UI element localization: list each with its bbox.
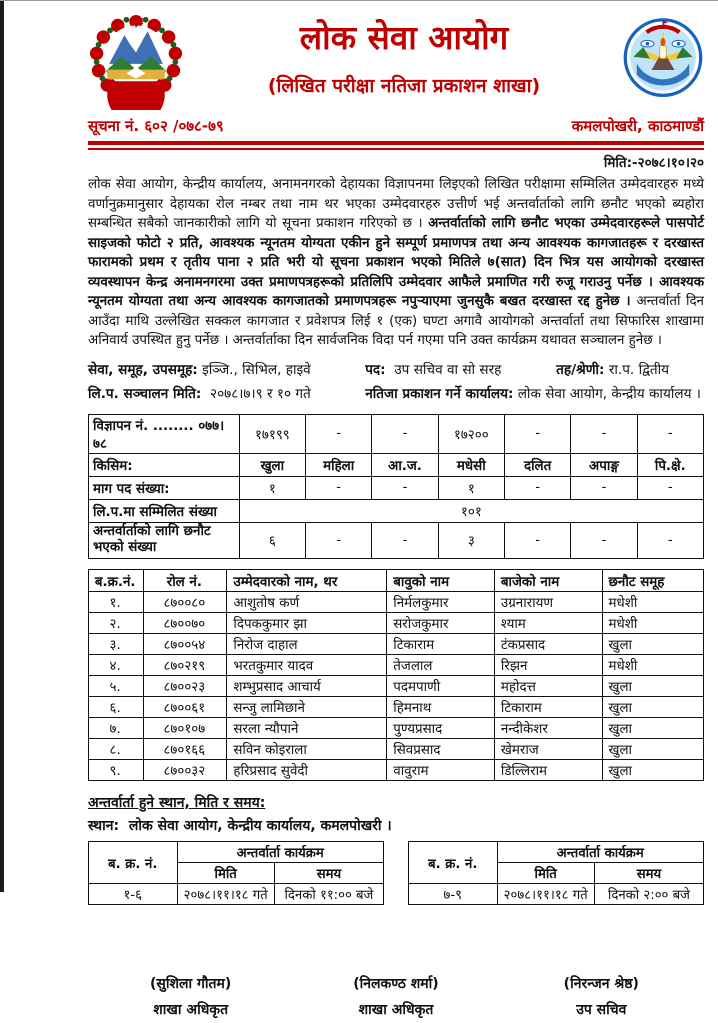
signatory-name: (निरन्जन श्रेष्ठ) bbox=[563, 976, 639, 992]
category-cell: खुला bbox=[239, 453, 305, 476]
sn-cell: ६. bbox=[89, 697, 144, 718]
group-cell: खुला bbox=[602, 760, 704, 781]
selected-cell: - bbox=[306, 522, 372, 559]
father-cell: सरोजकुमार bbox=[387, 613, 495, 634]
demand-cell: - bbox=[306, 476, 372, 499]
result-office-value: लोक सेवा आयोग, केन्द्रीय कार्यालय । bbox=[517, 385, 701, 402]
candidate-row bbox=[89, 697, 704, 718]
demand-label: माग पद संख्या: bbox=[89, 476, 240, 499]
psc-seal-icon bbox=[616, 10, 704, 102]
grandfather-cell: महोदत्त bbox=[494, 676, 602, 697]
candidate-row bbox=[89, 676, 704, 697]
father-cell: हिमनाथ bbox=[387, 697, 495, 718]
sn-cell: ८. bbox=[89, 739, 144, 760]
roll-cell: ८७००२३ bbox=[144, 676, 227, 697]
sn-cell: १. bbox=[89, 592, 144, 613]
demand-cell: - bbox=[571, 476, 637, 499]
signatory-name: (सुशिला गौतम) bbox=[150, 976, 232, 992]
schedule-date: २०७८।११।१८ गते bbox=[177, 884, 274, 905]
advert-row bbox=[89, 414, 704, 453]
signatory-3 bbox=[499, 971, 704, 1023]
candidate-row bbox=[89, 592, 704, 613]
grandfather-cell: रिझन bbox=[494, 655, 602, 676]
group-header: छनौट समूह bbox=[602, 570, 704, 592]
grandfather-cell: उग्रनारायण bbox=[494, 592, 602, 613]
schedule-time: दिनको २:०० बजे bbox=[594, 884, 703, 905]
notice-date: मिति:-२०७८।१०।२० bbox=[603, 155, 704, 171]
post-label: पद: bbox=[365, 361, 386, 378]
grandfather-cell: टिकाराम bbox=[494, 697, 602, 718]
schedule-sn-header: ब. क्र. नं. bbox=[409, 842, 498, 884]
name-cell: दिपककुमार झा bbox=[227, 613, 387, 634]
category-cell: दलित bbox=[504, 453, 570, 476]
roll-cell: ८७०२१९ bbox=[144, 655, 227, 676]
interview-schedule-tables bbox=[88, 841, 704, 905]
service-pair bbox=[88, 359, 365, 378]
office-pair bbox=[365, 383, 704, 402]
demand-cell: - bbox=[637, 476, 703, 499]
name-cell: आशुतोष कर्ण bbox=[227, 592, 387, 613]
candidate-row bbox=[89, 739, 704, 760]
signature-block bbox=[88, 971, 704, 1023]
advert-cell: - bbox=[306, 414, 372, 453]
schedule-sn: १-६ bbox=[89, 884, 178, 905]
father-cell: निर्मलकुमार bbox=[387, 592, 495, 613]
schedule-time-header: समय bbox=[594, 863, 703, 884]
group-cell: खुला bbox=[602, 718, 704, 739]
grandfather-cell: नन्दीकेशर bbox=[494, 718, 602, 739]
signatory-title: शाखा अधिकृत bbox=[358, 1002, 434, 1018]
sn-cell: ३. bbox=[89, 634, 144, 655]
exam-date-label: लि.प. सञ्चालन मिति: bbox=[88, 385, 202, 402]
candidate-row bbox=[89, 718, 704, 739]
page-title: लोक सेवा आयोग bbox=[299, 18, 509, 57]
service-label: सेवा, समूह, उपसमूह: bbox=[88, 361, 198, 378]
schedule-sn-header: ब. क्र. नं. bbox=[89, 842, 178, 884]
document-header bbox=[88, 10, 704, 114]
name-cell: सविन कोइराला bbox=[227, 739, 387, 760]
father-header: बावुको नाम bbox=[387, 570, 495, 592]
level-label: तह/श्रेणी: bbox=[556, 361, 605, 378]
father-cell: पुण्यप्रसाद bbox=[387, 718, 495, 739]
body-intro: लोक सेवा आयोग, केन्द्रीय कार्यालय, अनामनगरको देहायका विज्ञापनमा लिइएको लिखित परीक्षामा सम्मिलित उम्मेदवारहरु मध्ये वर्णानुक्रमानुसार देहायका रोल नम्बर तथा नाम थर भएका उम्मेदवारहरु उत्तीर्ण भई अन्तर्वार्ताको लागि छनौट भएको ब्यहोरा सम्बन्धित सबैको जानकारीको लागि यो सूचना प्रकाशन गरिएको छ । bbox=[88, 177, 704, 231]
level-value: रा.प. द्वितीय bbox=[608, 361, 670, 378]
sn-cell: ७. bbox=[89, 718, 144, 739]
interview-schedule-table-1 bbox=[88, 841, 384, 905]
appeared-label: लि.प.मा सम्मिलित संख्या bbox=[89, 499, 240, 522]
roll-cell: ८७००६१ bbox=[144, 697, 227, 718]
advert-cell: - bbox=[571, 414, 637, 453]
interview-schedule-table-2 bbox=[408, 841, 704, 905]
name-cell: सन्जु लामिछाने bbox=[227, 697, 387, 718]
scan-edge-top bbox=[0, 0, 718, 1]
schedule-row bbox=[409, 884, 704, 905]
selected-cell: - bbox=[372, 522, 438, 559]
exam-date-row bbox=[88, 383, 704, 402]
signatory-name: (निलकण्ठ शर्मा) bbox=[353, 976, 439, 992]
schedule-sn: ७-९ bbox=[409, 884, 498, 905]
group-cell: मधेशी bbox=[602, 613, 704, 634]
advert-label: विज्ञापन नं. ........ ०७७।७८ bbox=[89, 414, 240, 453]
father-cell: सिवप्रसाद bbox=[387, 739, 495, 760]
interview-venue bbox=[88, 816, 704, 835]
demand-cell: - bbox=[372, 476, 438, 499]
venue-label: स्थान: bbox=[88, 818, 120, 834]
roll-cell: ८७०१०७ bbox=[144, 718, 227, 739]
signatory-2 bbox=[293, 971, 498, 1023]
demand-cell: १ bbox=[239, 476, 305, 499]
advert-cell: - bbox=[637, 414, 703, 453]
body-instructions: अन्तर्वार्ताको लागि छनौट भएका उम्मेदवारहरूले पासपोर्ट साइजको फोटो २ प्रति, आवश्यक न्यूनतम योग्यता एकीन हुने सम्पूर्ण प्रमाणपत्र तथा अन्य आवश्यक कागजातहरू र दरखास्त फारामको प्रथम र तृतीय पाना २ प्रति भरी यो सूचना प्रकाशन भएको मितिले ७(सात) दिन भित्र यस आयोगको दरखास्त व्यवस्थापन केन्द्र अनामनगरमा उक्त प्रमाणपत्रहरूको प्रतिलिपि उम्मेदवार आफैले प्रमाणित गरी रुजू गराउनु पर्नेछ । आवश्यक न्यूनतम योग्यता तथा अन्य आवश्यक कागजातको प्रमाणपत्रहरू नपुऱ्याएमा जुनसुकै बखत दरखास्त रद्द हुनेछ । bbox=[88, 216, 704, 309]
roll-cell: ८७००८० bbox=[144, 592, 227, 613]
candidates-header-row bbox=[89, 570, 704, 592]
group-cell: खुला bbox=[602, 739, 704, 760]
demand-cell: - bbox=[504, 476, 570, 499]
advert-cell: - bbox=[504, 414, 570, 453]
schedule-date-header: मिति bbox=[497, 863, 594, 884]
selected-cell: ६ bbox=[239, 522, 305, 559]
candidate-row bbox=[89, 760, 704, 781]
schedule-time-header: समय bbox=[274, 863, 383, 884]
group-cell: खुला bbox=[602, 676, 704, 697]
candidate-row bbox=[89, 655, 704, 676]
roll-cell: ८७००३२ bbox=[144, 760, 227, 781]
selected-cell: - bbox=[571, 522, 637, 559]
father-cell: पदमपाणी bbox=[387, 676, 495, 697]
selected-label: अन्तर्वार्ताको लागि छनौट भएको संख्या bbox=[89, 522, 240, 559]
schedule-header-row bbox=[89, 842, 384, 863]
schedule-date: २०७८।११।१८ गते bbox=[497, 884, 594, 905]
page-subtitle: (लिखित परीक्षा नतिजा प्रकाशन शाखा) bbox=[267, 74, 541, 97]
name-cell: भरतकुमार यादव bbox=[227, 655, 387, 676]
notice-body bbox=[88, 175, 704, 351]
father-cell: वावुराम bbox=[387, 760, 495, 781]
selected-cell: ३ bbox=[438, 522, 504, 559]
group-cell: खुला bbox=[602, 634, 704, 655]
roll-header: रोल नं. bbox=[144, 570, 227, 592]
grandfather-cell: श्याम bbox=[494, 613, 602, 634]
category-cell: मधेसी bbox=[438, 453, 504, 476]
roll-cell: ८७०१६६ bbox=[144, 739, 227, 760]
advert-cell: १७२०० bbox=[438, 414, 504, 453]
sn-cell: ४. bbox=[89, 655, 144, 676]
name-cell: शम्भुप्रसाद आचार्य bbox=[227, 676, 387, 697]
roll-cell: ८७००५४ bbox=[144, 634, 227, 655]
grandfather-cell: डिल्लिराम bbox=[494, 760, 602, 781]
category-cell: आ.ज. bbox=[372, 453, 438, 476]
post-pair bbox=[365, 359, 556, 378]
father-cell: तेजलाल bbox=[387, 655, 495, 676]
name-header: उम्मेदवारको नाम, थर bbox=[227, 570, 387, 592]
selected-row bbox=[89, 522, 704, 559]
father-cell: टिकाराम bbox=[387, 634, 495, 655]
office-location: कमलपोखरी, काठमाण्डौं bbox=[571, 117, 704, 135]
appeared-count: १०१ bbox=[239, 499, 703, 522]
advert-cell: १७१९९ bbox=[239, 414, 305, 453]
signatory-title: शाखा अधिकृत bbox=[153, 1002, 229, 1018]
group-cell: खुला bbox=[602, 697, 704, 718]
schedule-time: दिनको ११:०० बजे bbox=[274, 884, 383, 905]
category-cell: अपाङ्ग bbox=[571, 453, 637, 476]
interview-section-heading: अन्तर्वार्ता हुने स्थान, मिति र समय: bbox=[88, 795, 266, 811]
name-cell: सरला न्यौपाने bbox=[227, 718, 387, 739]
schedule-program-header: अन्तर्वार्ता कार्यक्रम bbox=[497, 842, 704, 863]
sn-header: ब.क्र.नं. bbox=[89, 570, 144, 592]
category-cell: महिला bbox=[306, 453, 372, 476]
group-cell: मधेशी bbox=[602, 592, 704, 613]
demand-row bbox=[89, 476, 704, 499]
name-cell: निरोज दाहाल bbox=[227, 634, 387, 655]
schedule-program-header: अन्तर्वार्ता कार्यक्रम bbox=[177, 842, 384, 863]
exam-date-pair bbox=[88, 383, 365, 402]
grandfather-header: बाजेको नाम bbox=[494, 570, 602, 592]
header-titles bbox=[192, 10, 616, 98]
group-cell: मधेशी bbox=[602, 655, 704, 676]
service-value: इञ्जि., सिभिल, हाइवे bbox=[202, 361, 311, 378]
result-office-label: नतिजा प्रकाशन गर्ने कार्यालय: bbox=[365, 385, 514, 402]
grandfather-cell: खेमराज bbox=[494, 739, 602, 760]
schedule-header-row bbox=[409, 842, 704, 863]
sn-cell: ९. bbox=[89, 760, 144, 781]
name-cell: हरिप्रसाद सुवेदी bbox=[227, 760, 387, 781]
category-cell: पि.क्षे. bbox=[637, 453, 703, 476]
level-pair bbox=[556, 359, 704, 378]
schedule-row bbox=[89, 884, 384, 905]
vacancy-summary-table bbox=[88, 414, 704, 560]
category-row bbox=[89, 453, 704, 476]
scan-edge bbox=[0, 0, 4, 892]
sn-cell: ५. bbox=[89, 676, 144, 697]
demand-cell: १ bbox=[438, 476, 504, 499]
exam-date-value: २०७८।७।९ र १० गते bbox=[210, 385, 311, 402]
candidate-row bbox=[89, 634, 704, 655]
schedule-date-header: मिति bbox=[177, 863, 274, 884]
selected-cell: - bbox=[504, 522, 570, 559]
nepal-emblem-icon bbox=[88, 10, 192, 114]
sn-cell: २. bbox=[89, 613, 144, 634]
signatory-1 bbox=[88, 971, 293, 1023]
advert-cell: - bbox=[372, 414, 438, 453]
header-divider bbox=[88, 141, 704, 150]
grandfather-cell: टंकप्रसाद bbox=[494, 634, 602, 655]
service-row bbox=[88, 359, 704, 378]
venue-value: लोक सेवा आयोग, केन्द्रीय कार्यालय, कमलपोखरी । bbox=[128, 818, 392, 834]
candidate-row bbox=[89, 613, 704, 634]
post-value: उप सचिव वा सो सरह bbox=[394, 361, 502, 378]
signatory-title: उप सचिव bbox=[576, 1002, 627, 1018]
notice-number: सूचना नं. ६०२ /०७८-७९ bbox=[88, 117, 224, 135]
appeared-row bbox=[89, 499, 704, 522]
roll-cell: ८७००७० bbox=[144, 613, 227, 634]
notice-row bbox=[88, 116, 704, 136]
category-label: किसिम: bbox=[89, 453, 240, 476]
body-outro: अन्तर्वार्ता दिन आउँदा माथि उल्लेखित सक्कल कागजात र प्रवेशपत्र लिई १ (एक) घण्टा अगावै आयोगको अन्तर्वार्ता तथा सिफारिस शाखामा अनिवार्य उपस्थित हुनु पर्नेछ । अन्तर्वार्ताका दिन सार्वजनिक विदा पर्न गएमा पनि उक्त कार्यक्रम यथावत सञ्चालन हुनेछ । bbox=[88, 294, 704, 348]
selected-cell: - bbox=[637, 522, 703, 559]
candidates-table bbox=[88, 569, 704, 781]
